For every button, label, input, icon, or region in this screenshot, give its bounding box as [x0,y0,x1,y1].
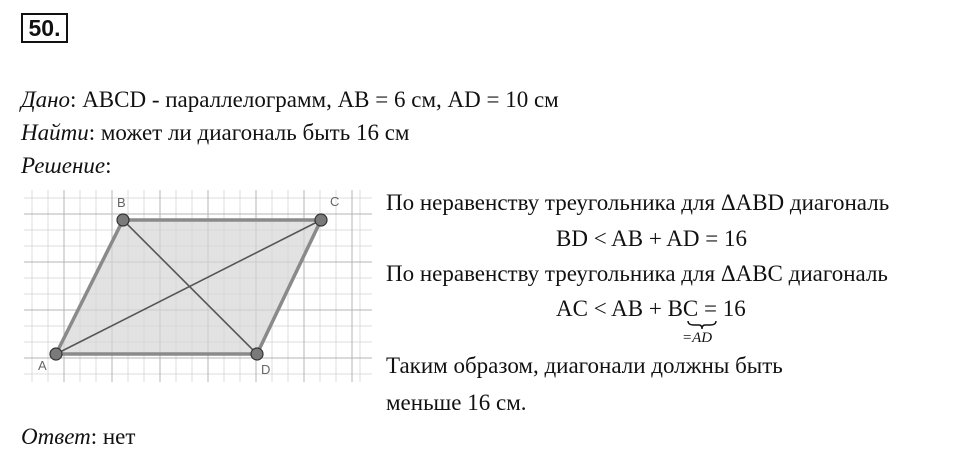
answer-line [21,423,135,451]
vertex-a-label: A [38,358,47,373]
answer-colon: : [90,424,98,449]
parallelogram-figure [24,190,372,382]
problem-number: 50. [21,13,68,43]
vertex-d-point [251,348,263,360]
reasoning-line-1: По неравенству треугольника для ΔABD диагональ [386,190,890,215]
given-statement: ABCD - параллелограмм, AB = 6 см, AD = 10 см [76,87,559,112]
given-line [21,86,559,114]
equation-bd: BD < AB + AD = 16 [556,226,747,251]
answer-label: Ответ [21,424,91,449]
answer-value: нет [97,424,136,449]
reasoning-line-4: меньше 16 см. [386,390,527,415]
vertex-b-point [117,214,129,226]
vertex-c-label: C [330,194,340,209]
find-line [21,119,409,147]
underbrace-note: =AD [682,330,713,346]
vertex-a-point [50,348,62,360]
equation-ac-bc: BC [667,296,699,321]
vertex-b-label: B [117,195,126,210]
solution-colon: : [105,153,112,178]
reasoning-line-3: Таким образом, диагонали должны быть [386,353,783,378]
find-label: Найти [21,120,89,145]
reasoning-line-2: По неравенству треугольника для ΔABC диагональ [386,261,888,286]
given-colon: : [70,87,77,112]
equation-ac-right: = 16 [698,296,746,321]
find-statement: может ли диагональ быть 16 см [95,120,410,145]
equation-ac-left: AC < AB + [556,296,668,321]
solution-heading [21,152,112,180]
given-label: Дано [21,87,71,112]
solution-label: Решение [21,153,106,178]
vertex-c-point [315,214,327,226]
vertex-d-label: D [261,362,271,377]
find-colon: : [88,120,96,145]
